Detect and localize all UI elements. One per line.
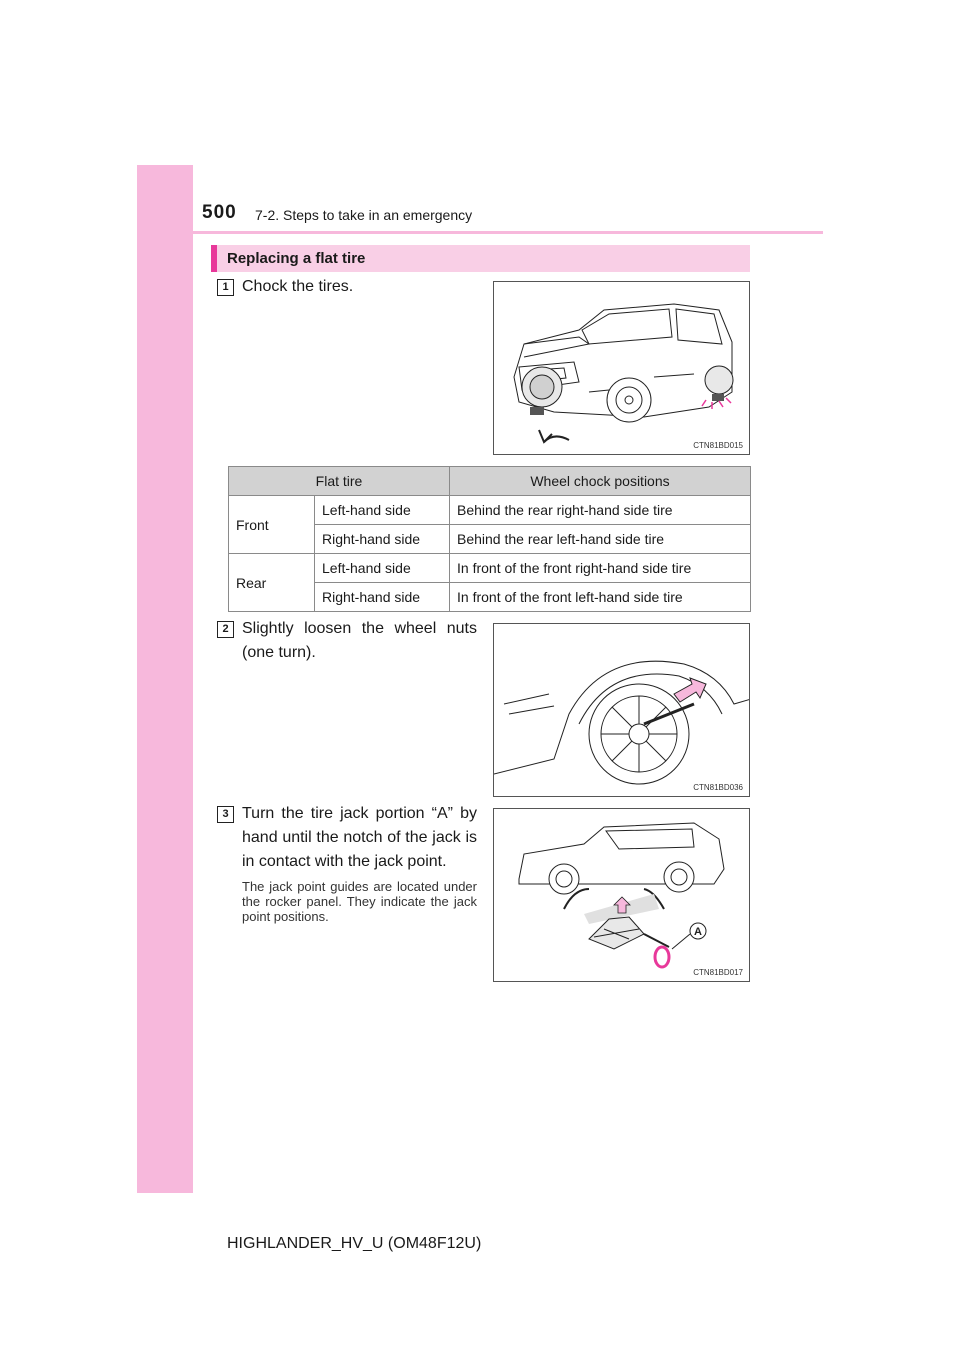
page-number: 500 [202, 202, 237, 223]
chapter-title: 7-2. Steps to take in an emergency [255, 207, 473, 223]
cell-side: Right-hand side [315, 583, 450, 612]
step-3-note: The jack point guides are located under the rocker panel. They indicate the jack point positions. [242, 879, 477, 924]
jack-illustration [494, 809, 750, 982]
figure-chock-tires [493, 281, 750, 455]
wheel-chock-table [228, 466, 751, 612]
figure-label-a: A [694, 926, 702, 938]
cell-side: Right-hand side [315, 525, 450, 554]
table-header-row [229, 467, 751, 496]
figure-code-2: CTN81BD036 [693, 783, 743, 792]
section-heading-bar [211, 245, 750, 272]
figure-jack-point [493, 808, 750, 982]
row-group-rear: Rear [229, 554, 315, 612]
wheel-wrench-illustration [494, 624, 750, 797]
footer-model-code: HIGHLANDER_HV_U (OM48F12U) [227, 1235, 482, 1252]
section-title: Replacing a flat tire [227, 250, 366, 267]
figure-code-3: CTN81BD017 [693, 968, 743, 977]
row-group-front: Front [229, 496, 315, 554]
step-number-3: 3 [217, 806, 234, 823]
cell-side: Left-hand side [315, 496, 450, 525]
step-2-text: Slightly loosen the wheel nuts (one turn). [242, 620, 477, 661]
cell-position: Behind the rear right-hand side tire [450, 496, 751, 525]
step-1-text: Chock the tires. [242, 278, 354, 295]
column-header-chock-positions: Wheel chock positions [450, 467, 751, 496]
table-row [229, 554, 751, 583]
side-thumb-band [137, 165, 193, 1193]
step-3-text: Turn the tire jack portion “A” by hand until the notch of the jack is in contact with the jack point. [242, 805, 477, 870]
suv-chocked-illustration [494, 282, 750, 455]
column-header-flat-tire: Flat tire [229, 467, 450, 496]
figure-code-1: CTN81BD015 [693, 441, 743, 450]
figure-loosen-nuts [493, 623, 750, 797]
table-row [229, 496, 751, 525]
cell-side: Left-hand side [315, 554, 450, 583]
cell-position: Behind the rear left-hand side tire [450, 525, 751, 554]
step-number-2: 2 [217, 621, 234, 638]
cell-position: In front of the front left-hand side tire [450, 583, 751, 612]
header-divider [193, 231, 823, 234]
cell-position: In front of the front right-hand side tire [450, 554, 751, 583]
step-number-1: 1 [217, 279, 234, 296]
